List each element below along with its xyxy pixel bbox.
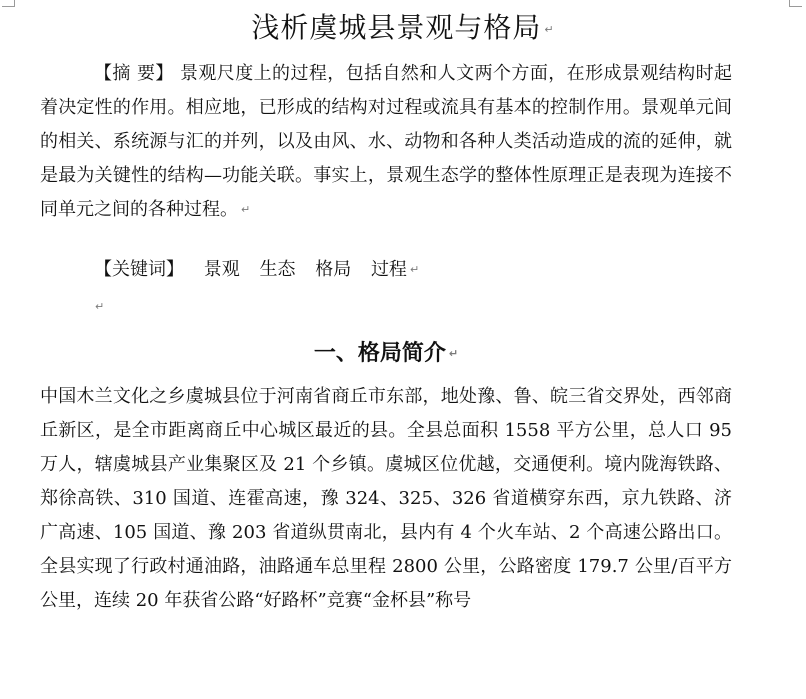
section-body-text[interactable]: 中国木兰文化之乡虞城县位于河南省商丘市东部，地处豫、鲁、皖三省交界处，西邻商丘新区，是全市距离商丘中心城区最近的县。全县总面积 1558 平方公里，总人口 95 万人，辖虞城县产业集聚区及 21 个乡镇。虞城区位优越，交通便利。境内陇海铁路、郑徐高铁、310 国道、连霍高速，豫 324、325、326 省道横穿东西，京九铁路、济广高速、105 国道、豫 203 省道纵贯南北，县内有 4 个火车站、2 个高速公路出口。全县实现了行政村通油路，油路通车总里程 2800 公里，公路密度 179.7 公里/百平方公里，连续 20 年获省公路“好路杯”竞赛“金杯县”称号 [40,386,732,611]
keywords-label: 【关键词】 [94,259,184,280]
keywords-paragraph[interactable] [94,253,419,287]
empty-paragraph[interactable] [92,296,104,317]
keyword-item[interactable]: 生态 [259,259,296,280]
document-title-line[interactable] [0,8,806,50]
keyword-item[interactable]: 格局 [315,259,352,280]
abstract-label: 【摘 要】 [94,63,174,84]
section-heading-line[interactable] [0,335,772,372]
paragraph-mark-icon: ↵ [448,347,459,360]
paragraph-mark-icon: ↵ [95,299,105,313]
keyword-item[interactable]: 景观 [203,259,240,280]
abstract-text[interactable]: 景观尺度上的过程，包括自然和人文两个方面，在形成景观结构时起着决定性的作用。相应地，已形成的结构对过程或流具有基本的控制作用。景观单元间的相关、系统源与汇的并列，以及由风、水、动物和各种人类活动造成的流的延伸，就是最为关键性的结构—功能关联。事实上，景观生态学的整体性原理正是表现为连接不同单元之间的各种过程。 [40,63,732,220]
page-corner-marker-right [789,0,802,7]
section-body-paragraph[interactable] [40,380,732,618]
paragraph-mark-icon: ↵ [544,22,555,36]
paragraph-mark-icon: ↵ [409,263,420,276]
section-heading[interactable]: 一、格局简介 [313,340,446,366]
paragraph-mark-icon: ↵ [241,203,251,216]
document-title[interactable]: 浅析虞城县景观与格局 [251,11,542,44]
keyword-item[interactable]: 过程 [370,259,407,280]
abstract-paragraph[interactable] [40,57,732,227]
page-corner-marker-left [2,0,15,7]
